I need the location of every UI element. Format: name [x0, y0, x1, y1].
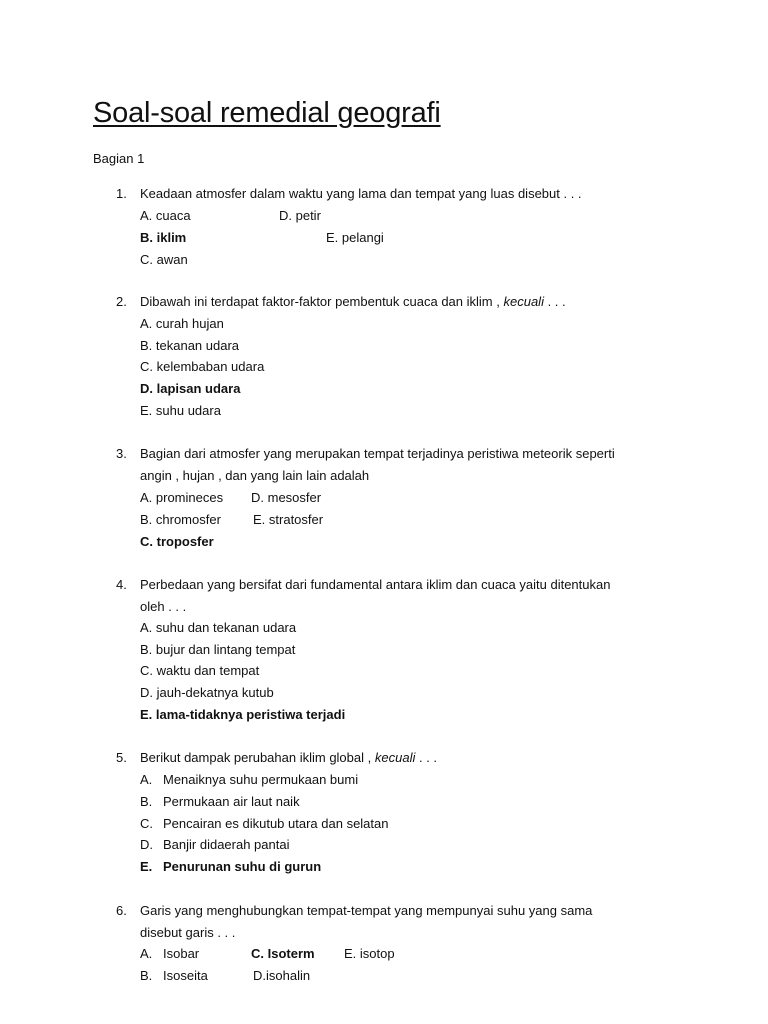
question-text: Keadaan atmosfer dalam waktu yang lama dan tempat yang luas disebut . . .	[140, 186, 582, 201]
option-a-text: Isobar	[163, 946, 200, 961]
option-b-text: Permukaan air laut naik	[163, 794, 300, 809]
question-number: 5.	[116, 750, 127, 765]
option-b: B. chromosfer	[140, 512, 221, 527]
document-title: Soal-soal remedial geografi	[93, 97, 441, 129]
question-text	[140, 747, 680, 769]
question-text-emphasis: kecuali	[374, 750, 416, 765]
question-text	[140, 291, 680, 313]
option-d: D. jauh-dekatnya kutub	[140, 685, 274, 700]
option-c-letter: C.	[140, 816, 153, 831]
option-d-answer: D. lapisan udara	[140, 381, 241, 396]
question-text-line2: disebut garis . . .	[140, 925, 236, 940]
question-number: 2.	[116, 294, 127, 309]
question-text-ellipsis: . . .	[547, 294, 566, 309]
option-c: C. waktu dan tempat	[140, 663, 260, 678]
question-text-emphasis: kecuali	[503, 294, 544, 309]
option-a: A. cuaca	[140, 208, 191, 223]
question-text-main: Dibawah ini terdapat faktor-faktor pembentuk cuaca dan iklim ,	[140, 294, 500, 309]
option-e-answer: E. lama-tidaknya peristiwa terjadi	[140, 707, 346, 722]
option-b: B. bujur dan lintang tempat	[140, 642, 296, 657]
question-number: 4.	[116, 577, 127, 592]
option-a: A. suhu dan tekanan udara	[140, 620, 297, 635]
option-b-text: Isoseita	[163, 968, 208, 983]
question-number: 3.	[116, 446, 127, 461]
option-a: A. promineces	[140, 490, 224, 505]
option-c: C. kelembaban udara	[140, 359, 265, 374]
question-text-line1: Bagian dari atmosfer yang merupakan tempat terjadinya peristiwa meteorik seperti	[140, 446, 615, 461]
option-b-answer: B. iklim	[140, 230, 187, 245]
option-a: A. curah hujan	[140, 316, 224, 331]
option-e: E. pelangi	[326, 230, 384, 245]
option-b: B. tekanan udara	[140, 338, 240, 353]
option-c-answer: C. troposfer	[140, 534, 214, 549]
question-number: 6.	[116, 903, 127, 918]
option-e-text-answer: Penurunan suhu di gurun	[163, 859, 322, 874]
option-b-letter: B.	[140, 968, 153, 983]
option-d-text: Banjir didaerah pantai	[163, 837, 290, 852]
question-text-line1: Perbedaan yang bersifat dari fundamental antara iklim dan cuaca yaitu ditentukan	[140, 577, 611, 592]
option-b-letter: B.	[140, 794, 153, 809]
option-c-text: Pencairan es dikutub utara dan selatan	[163, 816, 389, 831]
option-a-text: Menaiknya suhu permukaan bumi	[163, 772, 359, 787]
option-c: C. awan	[140, 252, 188, 267]
question-text-line2: angin , hujan , dan yang lain lain adalah	[140, 468, 370, 483]
option-e: E. suhu udara	[140, 403, 221, 418]
option-a-letter: A.	[140, 772, 153, 787]
option-e-letter-answer: E.	[140, 859, 153, 874]
option-d: D. petir	[279, 208, 321, 223]
option-d-letter: D.	[140, 837, 153, 852]
question-text-line2: oleh . . .	[140, 599, 187, 614]
question-text-main: Berikut dampak perubahan iklim global ,	[140, 750, 372, 765]
option-a-letter: A.	[140, 946, 153, 961]
question-number: 1.	[116, 186, 127, 201]
question-text-line1: Garis yang menghubungkan tempat-tempat yang mempunyai suhu yang sama	[140, 903, 593, 918]
question-text-ellipsis: . . .	[418, 750, 438, 765]
option-c-answer: C. Isoterm	[251, 946, 315, 961]
section-heading: Bagian 1	[93, 151, 145, 166]
option-e: E. isotop	[344, 946, 395, 961]
option-d: D.isohalin	[253, 968, 311, 983]
option-e: E. stratosfer	[253, 512, 324, 527]
option-d: D. mesosfer	[251, 490, 322, 505]
